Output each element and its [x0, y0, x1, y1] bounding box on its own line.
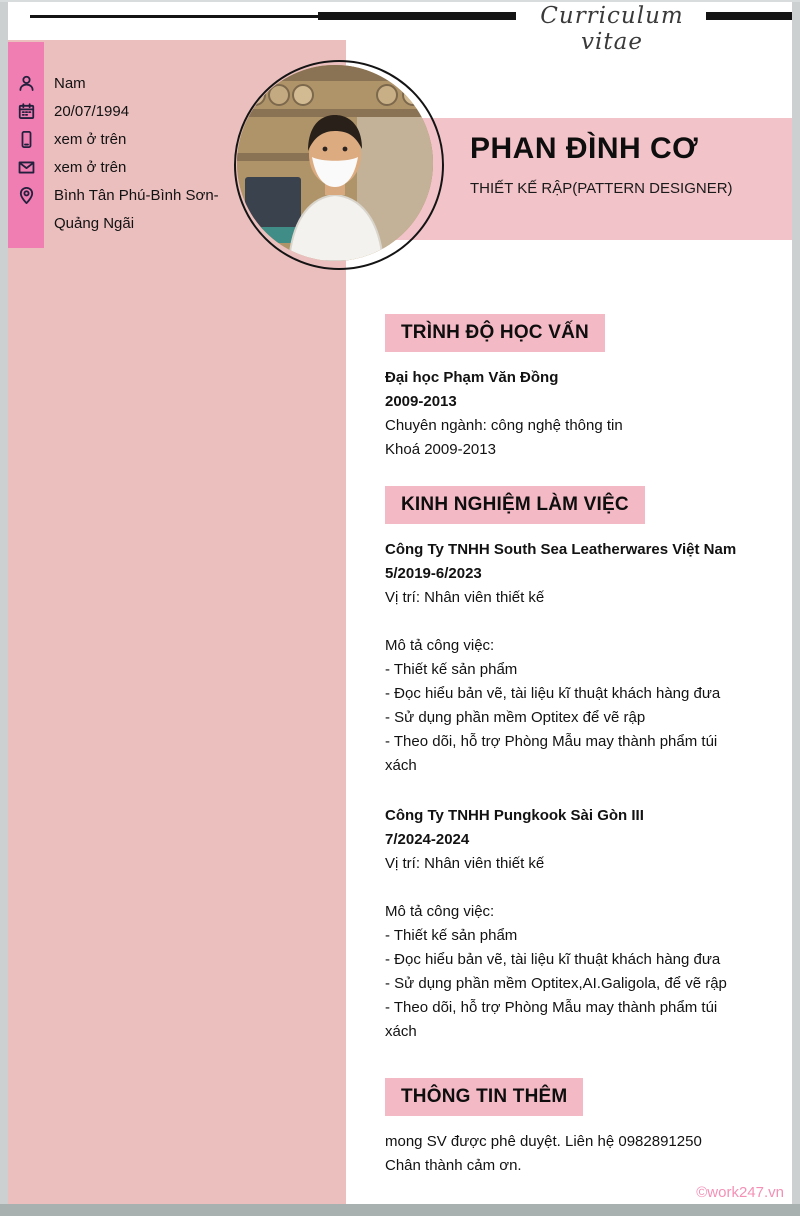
page-border-bottom: [0, 1204, 800, 1216]
watermark: ©work247.vn: [696, 1184, 784, 1201]
page-border-top: [0, 0, 800, 2]
education-school: Đại học Phạm Văn Đồng: [385, 369, 559, 386]
info-row-birthdate: [8, 98, 258, 126]
job-block: [385, 804, 745, 1044]
header-rule-thick: [318, 12, 516, 20]
job-period: 7/2024-2024: [385, 831, 470, 848]
education-major: Chuyên ngành: công nghệ thông tin: [385, 417, 623, 434]
job-duty: - Sử dụng phần mềm Optitex,AI.Galigola, để vẽ rập: [385, 975, 727, 992]
job-duty: - Theo dõi, hỗ trợ Phòng Mẫu may thành phẩm túi xách: [385, 999, 718, 1040]
location-icon: [8, 182, 44, 205]
cv-script-title: Curriculum vitae: [540, 3, 684, 55]
header-rule-thin: [30, 15, 320, 18]
person-job-title: THIẾT KẾ RẬP(PATTERN DESIGNER): [470, 180, 733, 197]
job-duty: - Theo dõi, hỗ trợ Phòng Mẫu may thành phẩm túi xách: [385, 733, 718, 774]
job-duty: - Thiết kế sản phẩm: [385, 661, 518, 678]
job-position: Vị trí: Nhân viên thiết kế: [385, 855, 545, 872]
header-rule-right: [706, 12, 792, 20]
job-position: Vị trí: Nhân viên thiết kế: [385, 589, 545, 606]
gender-value: Nam: [54, 75, 86, 92]
job-duty: - Thiết kế sản phẩm: [385, 927, 518, 944]
additional-line: Chân thành cảm ơn.: [385, 1157, 522, 1174]
additional-heading-badge: THÔNG TIN THÊM: [385, 1078, 583, 1116]
phone-value: xem ở trên: [54, 131, 127, 148]
page-border-right: [792, 0, 800, 1216]
job-desc-label: Mô tả công việc:: [385, 637, 495, 654]
person-icon: [8, 70, 44, 93]
photo-ring: [234, 60, 444, 270]
job-duty: - Sử dụng phần mềm Optitex để vẽ rập: [385, 709, 646, 726]
address-value: Bình Tân Phú-Bình Sơn- Quảng Ngãi: [54, 187, 219, 232]
job-company: Công Ty TNHH South Sea Leatherwares Việt Nam: [385, 541, 737, 558]
additional-block: [385, 1130, 745, 1178]
phone-icon: [8, 126, 44, 149]
page-border-left: [0, 0, 8, 1216]
job-block: [385, 538, 745, 778]
job-company: Công Ty TNHH Pungkook Sài Gòn III: [385, 807, 644, 824]
job-duty: - Đọc hiểu bản vẽ, tài liệu kĩ thuật khách hàng đưa: [385, 685, 721, 702]
person-name: PHAN ĐÌNH CƠ: [470, 132, 699, 165]
info-row-address: [8, 182, 258, 238]
education-course: Khoá 2009-2013: [385, 441, 496, 458]
spacer: [385, 876, 745, 900]
info-row-gender: [8, 70, 258, 98]
email-value: xem ở trên: [54, 159, 127, 176]
info-row-email: [8, 154, 258, 182]
education-block: [385, 366, 745, 462]
job-duty: - Đọc hiểu bản vẽ, tài liệu kĩ thuật khách hàng đưa: [385, 951, 721, 968]
personal-info-list: [8, 70, 258, 238]
birthdate-value: 20/07/1994: [54, 103, 130, 120]
education-years: 2009-2013: [385, 393, 457, 410]
mail-icon: [8, 154, 44, 177]
additional-line: mong SV được phê duyệt. Liên hệ 0982891250: [385, 1133, 702, 1150]
right-column: [385, 300, 745, 1178]
info-row-phone: [8, 126, 258, 154]
job-desc-label: Mô tả công việc:: [385, 903, 495, 920]
job-period: 5/2019-6/2023: [385, 565, 482, 582]
calendar-icon: [8, 98, 44, 121]
spacer: [385, 610, 745, 634]
education-heading-badge: TRÌNH ĐỘ HỌC VẤN: [385, 314, 605, 352]
experience-heading-badge: KINH NGHIỆM LÀM VIỆC: [385, 486, 645, 524]
